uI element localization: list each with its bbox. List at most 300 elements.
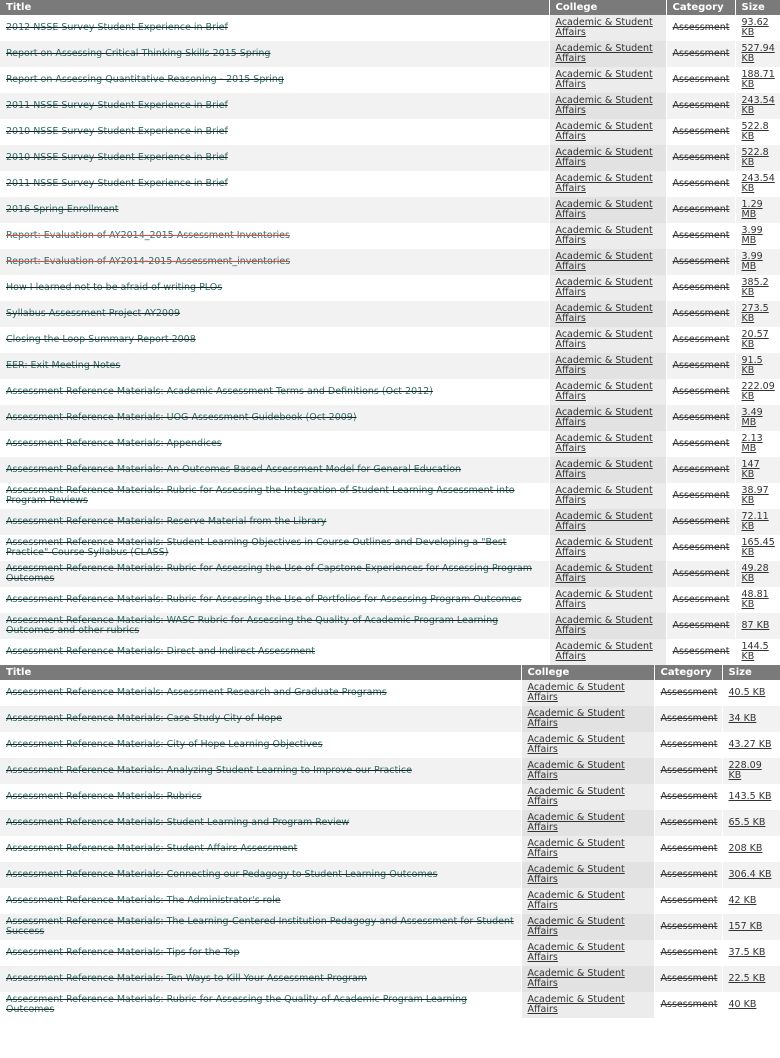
cell-category	[666, 561, 735, 587]
cell-college	[549, 561, 666, 587]
college-label: Academic & Student Affairs	[555, 251, 653, 272]
cell-title	[0, 431, 549, 457]
cell-size	[722, 706, 780, 732]
cell-category	[666, 301, 735, 327]
table-row	[0, 405, 780, 431]
document-link[interactable]: Report: Evaluation of AY2014-2015 Assessment_inventories	[6, 256, 291, 267]
category-label: Assessment	[672, 516, 730, 527]
college-label: Academic & Student Affairs	[555, 589, 653, 610]
table-row	[0, 431, 780, 457]
cell-college	[549, 15, 666, 41]
file-size: 49.28 KB	[741, 563, 769, 584]
category-label: Assessment	[660, 843, 718, 854]
table-row	[0, 680, 780, 706]
cell-college	[549, 327, 666, 353]
file-size: 222.09 KB	[741, 381, 775, 402]
document-link[interactable]: Assessment Reference Materials: WASC Rubric for Assessing the Quality of Academic Program Learning Outcomes and other rubrics	[6, 615, 499, 636]
document-link[interactable]: Assessment Reference Materials: Ten Ways to Kill Your Assessment Program	[6, 973, 368, 984]
cell-category	[666, 119, 735, 145]
cell-college	[521, 680, 654, 706]
table-row	[0, 275, 780, 301]
college-label: Academic & Student Affairs	[555, 173, 653, 194]
cell-college	[549, 223, 666, 249]
table-row	[0, 966, 780, 992]
file-size: 22.5 KB	[728, 973, 766, 984]
cell-title	[0, 67, 549, 93]
college-label: Academic & Student Affairs	[555, 433, 653, 454]
college-label: Academic & Student Affairs	[527, 994, 625, 1015]
file-size: 1.29 MB	[741, 199, 763, 220]
cell-college	[521, 836, 654, 862]
document-link[interactable]: Assessment Reference Materials: Assessment Research and Graduate Programs	[6, 687, 387, 698]
cell-college	[549, 41, 666, 67]
cell-category	[666, 431, 735, 457]
category-label: Assessment	[660, 713, 718, 724]
college-label: Academic & Student Affairs	[555, 563, 653, 584]
cell-size	[735, 509, 780, 535]
college-label: Academic & Student Affairs	[555, 121, 653, 142]
document-link[interactable]: Assessment Reference Materials: Student Affairs Assessment	[6, 843, 298, 854]
cell-category	[666, 67, 735, 93]
cell-college	[549, 379, 666, 405]
cell-size	[735, 483, 780, 509]
cell-size	[735, 431, 780, 457]
cell-category	[666, 535, 735, 561]
cell-category	[666, 197, 735, 223]
cell-title	[0, 862, 521, 888]
cell-size	[735, 275, 780, 301]
cell-college	[549, 353, 666, 379]
cell-college	[521, 966, 654, 992]
table-row	[0, 810, 780, 836]
cell-title	[0, 836, 521, 862]
cell-size	[735, 535, 780, 561]
file-size: 20.57 KB	[741, 329, 769, 350]
table-row	[0, 15, 780, 41]
table-row	[0, 145, 780, 171]
college-label: Academic & Student Affairs	[555, 459, 653, 480]
table-row	[0, 457, 780, 483]
cell-category	[654, 758, 722, 784]
cell-title	[0, 587, 549, 613]
document-link[interactable]: Assessment Reference Materials: Direct and Indirect Assessment	[6, 646, 315, 657]
table-row	[0, 535, 780, 561]
college-label: Academic & Student Affairs	[555, 485, 653, 506]
cell-size	[735, 145, 780, 171]
column-header-category[interactable]: Category	[666, 0, 735, 15]
cell-size	[735, 223, 780, 249]
document-link[interactable]: Assessment Reference Materials: The Administrator's role	[6, 895, 281, 906]
table-row	[0, 379, 780, 405]
cell-size	[735, 41, 780, 67]
file-size: 143.5 KB	[728, 791, 772, 802]
document-link[interactable]: Assessment Reference Materials: Academic Assessment Terms and Definitions (Oct 2012)	[6, 386, 433, 397]
college-label: Academic & Student Affairs	[555, 95, 653, 116]
document-link[interactable]: Report on Assessing Quantitative Reasoning - 2015 Spring	[6, 74, 284, 85]
table-row	[0, 561, 780, 587]
file-size: 3.99 MB	[741, 251, 763, 272]
cell-size	[735, 561, 780, 587]
cell-category	[654, 966, 722, 992]
document-link[interactable]: EER: Exit Meeting Notes	[6, 360, 121, 371]
cell-title	[0, 15, 549, 41]
category-label: Assessment	[660, 895, 718, 906]
table-row	[0, 758, 780, 784]
college-label: Academic & Student Affairs	[527, 916, 625, 937]
category-label: Assessment	[672, 48, 730, 59]
cell-college	[549, 93, 666, 119]
cell-size	[735, 93, 780, 119]
file-size: 42 KB	[728, 895, 757, 906]
document-link[interactable]: Closing the Loop Summary Report 2008	[6, 334, 196, 345]
category-label: Assessment	[672, 412, 730, 423]
cell-size	[735, 171, 780, 197]
cell-size	[735, 379, 780, 405]
cell-college	[549, 301, 666, 327]
college-label: Academic & Student Affairs	[555, 511, 653, 532]
file-size: 522.8 KB	[741, 147, 769, 168]
cell-size	[722, 810, 780, 836]
cell-size	[722, 940, 780, 966]
cell-category	[654, 680, 722, 706]
college-label: Academic & Student Affairs	[527, 864, 625, 885]
document-link[interactable]: Assessment Reference Materials: Rubric for Assessing the Integration of Student Learning Assessment into Program Reviews	[6, 485, 515, 506]
cell-college	[549, 405, 666, 431]
category-label: Assessment	[672, 386, 730, 397]
document-link[interactable]: How I learned not to be afraid of writing PLOs	[6, 282, 223, 293]
college-label: Academic & Student Affairs	[527, 682, 625, 703]
cell-title	[0, 275, 549, 301]
cell-title	[0, 535, 549, 561]
category-label: Assessment	[660, 869, 718, 880]
cell-category	[666, 405, 735, 431]
table-row	[0, 836, 780, 862]
cell-size	[735, 587, 780, 613]
cell-category	[654, 940, 722, 966]
cell-category	[666, 171, 735, 197]
cell-title	[0, 171, 549, 197]
category-label: Assessment	[672, 178, 730, 189]
document-link[interactable]: Report: Evaluation of AY2014_2015 Assessment Inventories	[6, 230, 290, 241]
cell-title	[0, 992, 521, 1018]
table-row	[0, 119, 780, 145]
cell-category	[666, 275, 735, 301]
category-label: Assessment	[672, 308, 730, 319]
document-link[interactable]: Assessment Reference Materials: Student Learning and Program Review	[6, 817, 350, 828]
category-label: Assessment	[672, 438, 730, 449]
cell-category	[654, 836, 722, 862]
cell-category	[654, 862, 722, 888]
document-link[interactable]: Assessment Reference Materials: Rubric for Assessing the Quality of Academic Program Learning Outcomes	[6, 994, 468, 1015]
document-link[interactable]: Assessment Reference Materials: Rubric for Assessing the Use of Portfolios for Assessing Program Outcomes	[6, 594, 522, 605]
cell-size	[722, 784, 780, 810]
cell-category	[666, 613, 735, 639]
cell-size	[735, 67, 780, 93]
cell-category	[666, 15, 735, 41]
cell-title	[0, 810, 521, 836]
cell-college	[521, 758, 654, 784]
document-link[interactable]: Assessment Reference Materials: Rubrics	[6, 791, 202, 802]
column-header-college[interactable]: College	[549, 0, 666, 15]
cell-size	[735, 639, 780, 665]
cell-title	[0, 119, 549, 145]
category-label: Assessment	[672, 568, 730, 579]
college-label: Academic & Student Affairs	[555, 329, 653, 350]
category-label: Assessment	[660, 739, 718, 750]
document-link[interactable]: Assessment Reference Materials: City of Hope Learning Objectives	[6, 739, 323, 750]
category-label: Assessment	[672, 282, 730, 293]
file-size: 40.5 KB	[728, 687, 766, 698]
document-link[interactable]: Assessment Reference Materials: Connecting our Pedagogy to Student Learning Outcomes	[6, 869, 438, 880]
category-label: Assessment	[672, 230, 730, 241]
category-label: Assessment	[672, 152, 730, 163]
file-size: 306.4 KB	[728, 869, 772, 880]
college-label: Academic & Student Affairs	[527, 760, 625, 781]
table-row	[0, 639, 780, 665]
cell-college	[521, 784, 654, 810]
file-size: 157 KB	[728, 921, 763, 932]
cell-title	[0, 758, 521, 784]
cell-college	[549, 457, 666, 483]
cell-college	[549, 613, 666, 639]
document-link[interactable]: Assessment Reference Materials: Case Study City of Hope	[6, 713, 282, 724]
college-label: Academic & Student Affairs	[527, 708, 625, 729]
column-header-title[interactable]: Title	[0, 0, 549, 15]
college-label: Academic & Student Affairs	[527, 942, 625, 963]
college-label: Academic & Student Affairs	[555, 43, 653, 64]
cell-size	[722, 888, 780, 914]
document-link[interactable]: Assessment Reference Materials: UOG Assessment Guidebook (Oct 2009)	[6, 412, 357, 423]
table-row	[0, 483, 780, 509]
cell-size	[735, 301, 780, 327]
file-size: 165.45 KB	[741, 537, 775, 558]
cell-title	[0, 327, 549, 353]
document-link[interactable]: 2012 NSSE Survey Student Experience in Brief	[6, 22, 228, 33]
cell-category	[666, 93, 735, 119]
cell-category	[654, 992, 722, 1018]
cell-size	[722, 758, 780, 784]
category-label: Assessment	[672, 100, 730, 111]
cell-title	[0, 680, 521, 706]
cell-college	[549, 119, 666, 145]
cell-title	[0, 405, 549, 431]
college-label: Academic & Student Affairs	[527, 734, 625, 755]
college-label: Academic & Student Affairs	[555, 537, 653, 558]
cell-college	[521, 706, 654, 732]
table-row	[0, 353, 780, 379]
cell-title	[0, 223, 549, 249]
file-size: 243.54 KB	[741, 95, 775, 116]
cell-size	[735, 613, 780, 639]
cell-title	[0, 301, 549, 327]
document-link[interactable]: Assessment Reference Materials: Analyzing Student Learning to Improve our Practice	[6, 765, 412, 776]
college-label: Academic & Student Affairs	[527, 812, 625, 833]
file-size: 522.8 KB	[741, 121, 769, 142]
column-header-size[interactable]: Size	[722, 665, 780, 680]
cell-category	[666, 379, 735, 405]
file-size: 40 KB	[728, 999, 757, 1010]
column-header-size[interactable]: Size	[735, 0, 780, 15]
cell-college	[549, 483, 666, 509]
table-row	[0, 888, 780, 914]
cell-category	[666, 145, 735, 171]
college-label: Academic & Student Affairs	[555, 199, 653, 220]
file-size: 3.49 MB	[741, 407, 763, 428]
cell-size	[735, 353, 780, 379]
cell-size	[722, 966, 780, 992]
college-label: Academic & Student Affairs	[555, 355, 653, 376]
document-link[interactable]: Assessment Reference Materials: Appendices	[6, 438, 222, 449]
table-row	[0, 940, 780, 966]
table-row	[0, 732, 780, 758]
cell-size	[735, 327, 780, 353]
college-label: Academic & Student Affairs	[527, 968, 625, 989]
college-label: Academic & Student Affairs	[527, 890, 625, 911]
document-link[interactable]: Assessment Reference Materials: The Learning-Centered Institution Pedagogy and Assessment for Student Success	[6, 916, 514, 937]
table-row	[0, 613, 780, 639]
category-label: Assessment	[672, 594, 730, 605]
cell-size	[735, 405, 780, 431]
cell-college	[521, 862, 654, 888]
cell-category	[666, 457, 735, 483]
category-label: Assessment	[660, 817, 718, 828]
table-row	[0, 67, 780, 93]
document-link[interactable]: 2011 NSSE Survey Student Experience in Brief	[6, 178, 228, 189]
cell-size	[735, 457, 780, 483]
cell-size	[722, 836, 780, 862]
category-label: Assessment	[672, 22, 730, 33]
document-link[interactable]: Report on Assessing Critical Thinking Skills 2015 Spring	[6, 48, 271, 59]
college-label: Academic & Student Affairs	[555, 147, 653, 168]
column-header-college[interactable]: College	[521, 665, 654, 680]
document-link[interactable]: 2010 NSSE Survey Student Experience in Brief	[6, 126, 228, 137]
table-row	[0, 509, 780, 535]
document-link[interactable]: Assessment Reference Materials: Reserve Material from the Library	[6, 516, 327, 527]
cell-category	[666, 41, 735, 67]
cell-category	[666, 353, 735, 379]
file-size: 273.5 KB	[741, 303, 769, 324]
cell-college	[549, 509, 666, 535]
cell-category	[666, 509, 735, 535]
category-label: Assessment	[660, 791, 718, 802]
cell-title	[0, 145, 549, 171]
cell-title	[0, 613, 549, 639]
cell-category	[654, 810, 722, 836]
college-label: Academic & Student Affairs	[555, 277, 653, 298]
document-link[interactable]: Assessment Reference Materials: An Outcomes Based Assessment Model for General Education	[6, 464, 462, 475]
cell-category	[666, 587, 735, 613]
cell-college	[521, 888, 654, 914]
college-label: Academic & Student Affairs	[527, 786, 625, 807]
category-label: Assessment	[660, 765, 718, 776]
document-link[interactable]: Assessment Reference Materials: Tips for the Top	[6, 947, 240, 958]
cell-category	[654, 732, 722, 758]
file-size: 243.54 KB	[741, 173, 775, 194]
cell-college	[521, 732, 654, 758]
cell-college	[549, 639, 666, 665]
table-row	[0, 992, 780, 1018]
cell-size	[722, 992, 780, 1018]
cell-size	[735, 249, 780, 275]
table-row	[0, 327, 780, 353]
category-label: Assessment	[672, 74, 730, 85]
file-size: 385.2 KB	[741, 277, 769, 298]
category-label: Assessment	[672, 204, 730, 215]
category-label: Assessment	[660, 921, 718, 932]
document-link[interactable]: Assessment Reference Materials: Student Learning Objectives in Course Outlines and Developing a "Best Practice" Course Syllabus (CLASS)	[6, 537, 507, 558]
cell-title	[0, 561, 549, 587]
category-label: Assessment	[672, 126, 730, 137]
column-header-title[interactable]: Title	[0, 665, 521, 680]
cell-size	[735, 15, 780, 41]
file-size: 34 KB	[728, 713, 757, 724]
file-size: 43.27 KB	[728, 739, 772, 750]
document-link[interactable]: 2010 NSSE Survey Student Experience in Brief	[6, 152, 228, 163]
cell-title	[0, 732, 521, 758]
document-link[interactable]: 2016 Spring Enrollment	[6, 204, 119, 215]
cell-college	[521, 992, 654, 1018]
documents-table-2	[0, 665, 780, 1018]
column-header-category[interactable]: Category	[654, 665, 722, 680]
college-label: Academic & Student Affairs	[527, 838, 625, 859]
table-row	[0, 587, 780, 613]
document-link[interactable]: Assessment Reference Materials: Rubric for Assessing the Use of Capstone Experiences for Assessing Program Outcomes	[6, 563, 532, 584]
file-size: 91.5 KB	[741, 355, 763, 376]
file-size: 48.81 KB	[741, 589, 769, 610]
cell-title	[0, 249, 549, 275]
file-size: 72.11 KB	[741, 511, 769, 532]
category-label: Assessment	[660, 973, 718, 984]
file-size: 147 KB	[741, 459, 760, 480]
table-row	[0, 784, 780, 810]
cell-college	[549, 535, 666, 561]
cell-college	[549, 431, 666, 457]
table-row	[0, 914, 780, 940]
cell-category	[654, 914, 722, 940]
cell-college	[549, 275, 666, 301]
file-size: 208 KB	[728, 843, 763, 854]
college-label: Academic & Student Affairs	[555, 641, 653, 662]
cell-title	[0, 41, 549, 67]
category-label: Assessment	[672, 620, 730, 631]
category-label: Assessment	[660, 947, 718, 958]
document-link[interactable]: 2011 NSSE Survey Student Experience in Brief	[6, 100, 228, 111]
college-label: Academic & Student Affairs	[555, 69, 653, 90]
table-header-row	[0, 0, 780, 15]
file-size: 144.5 KB	[741, 641, 769, 662]
cell-size	[722, 914, 780, 940]
document-link[interactable]: Syllabus Assessment Project AY2009	[6, 308, 181, 319]
file-size: 87 KB	[741, 620, 770, 631]
college-label: Academic & Student Affairs	[555, 407, 653, 428]
file-size: 527.94 KB	[741, 43, 775, 64]
file-size: 65.5 KB	[728, 817, 766, 828]
cell-category	[654, 706, 722, 732]
cell-title	[0, 914, 521, 940]
cell-size	[722, 680, 780, 706]
cell-college	[521, 914, 654, 940]
cell-size	[722, 862, 780, 888]
file-size: 188.71 KB	[741, 69, 775, 90]
category-label: Assessment	[672, 542, 730, 553]
table-row	[0, 171, 780, 197]
cell-size	[735, 119, 780, 145]
college-label: Academic & Student Affairs	[555, 303, 653, 324]
college-label: Academic & Student Affairs	[555, 17, 653, 38]
cell-college	[549, 587, 666, 613]
table-row	[0, 862, 780, 888]
cell-category	[654, 784, 722, 810]
